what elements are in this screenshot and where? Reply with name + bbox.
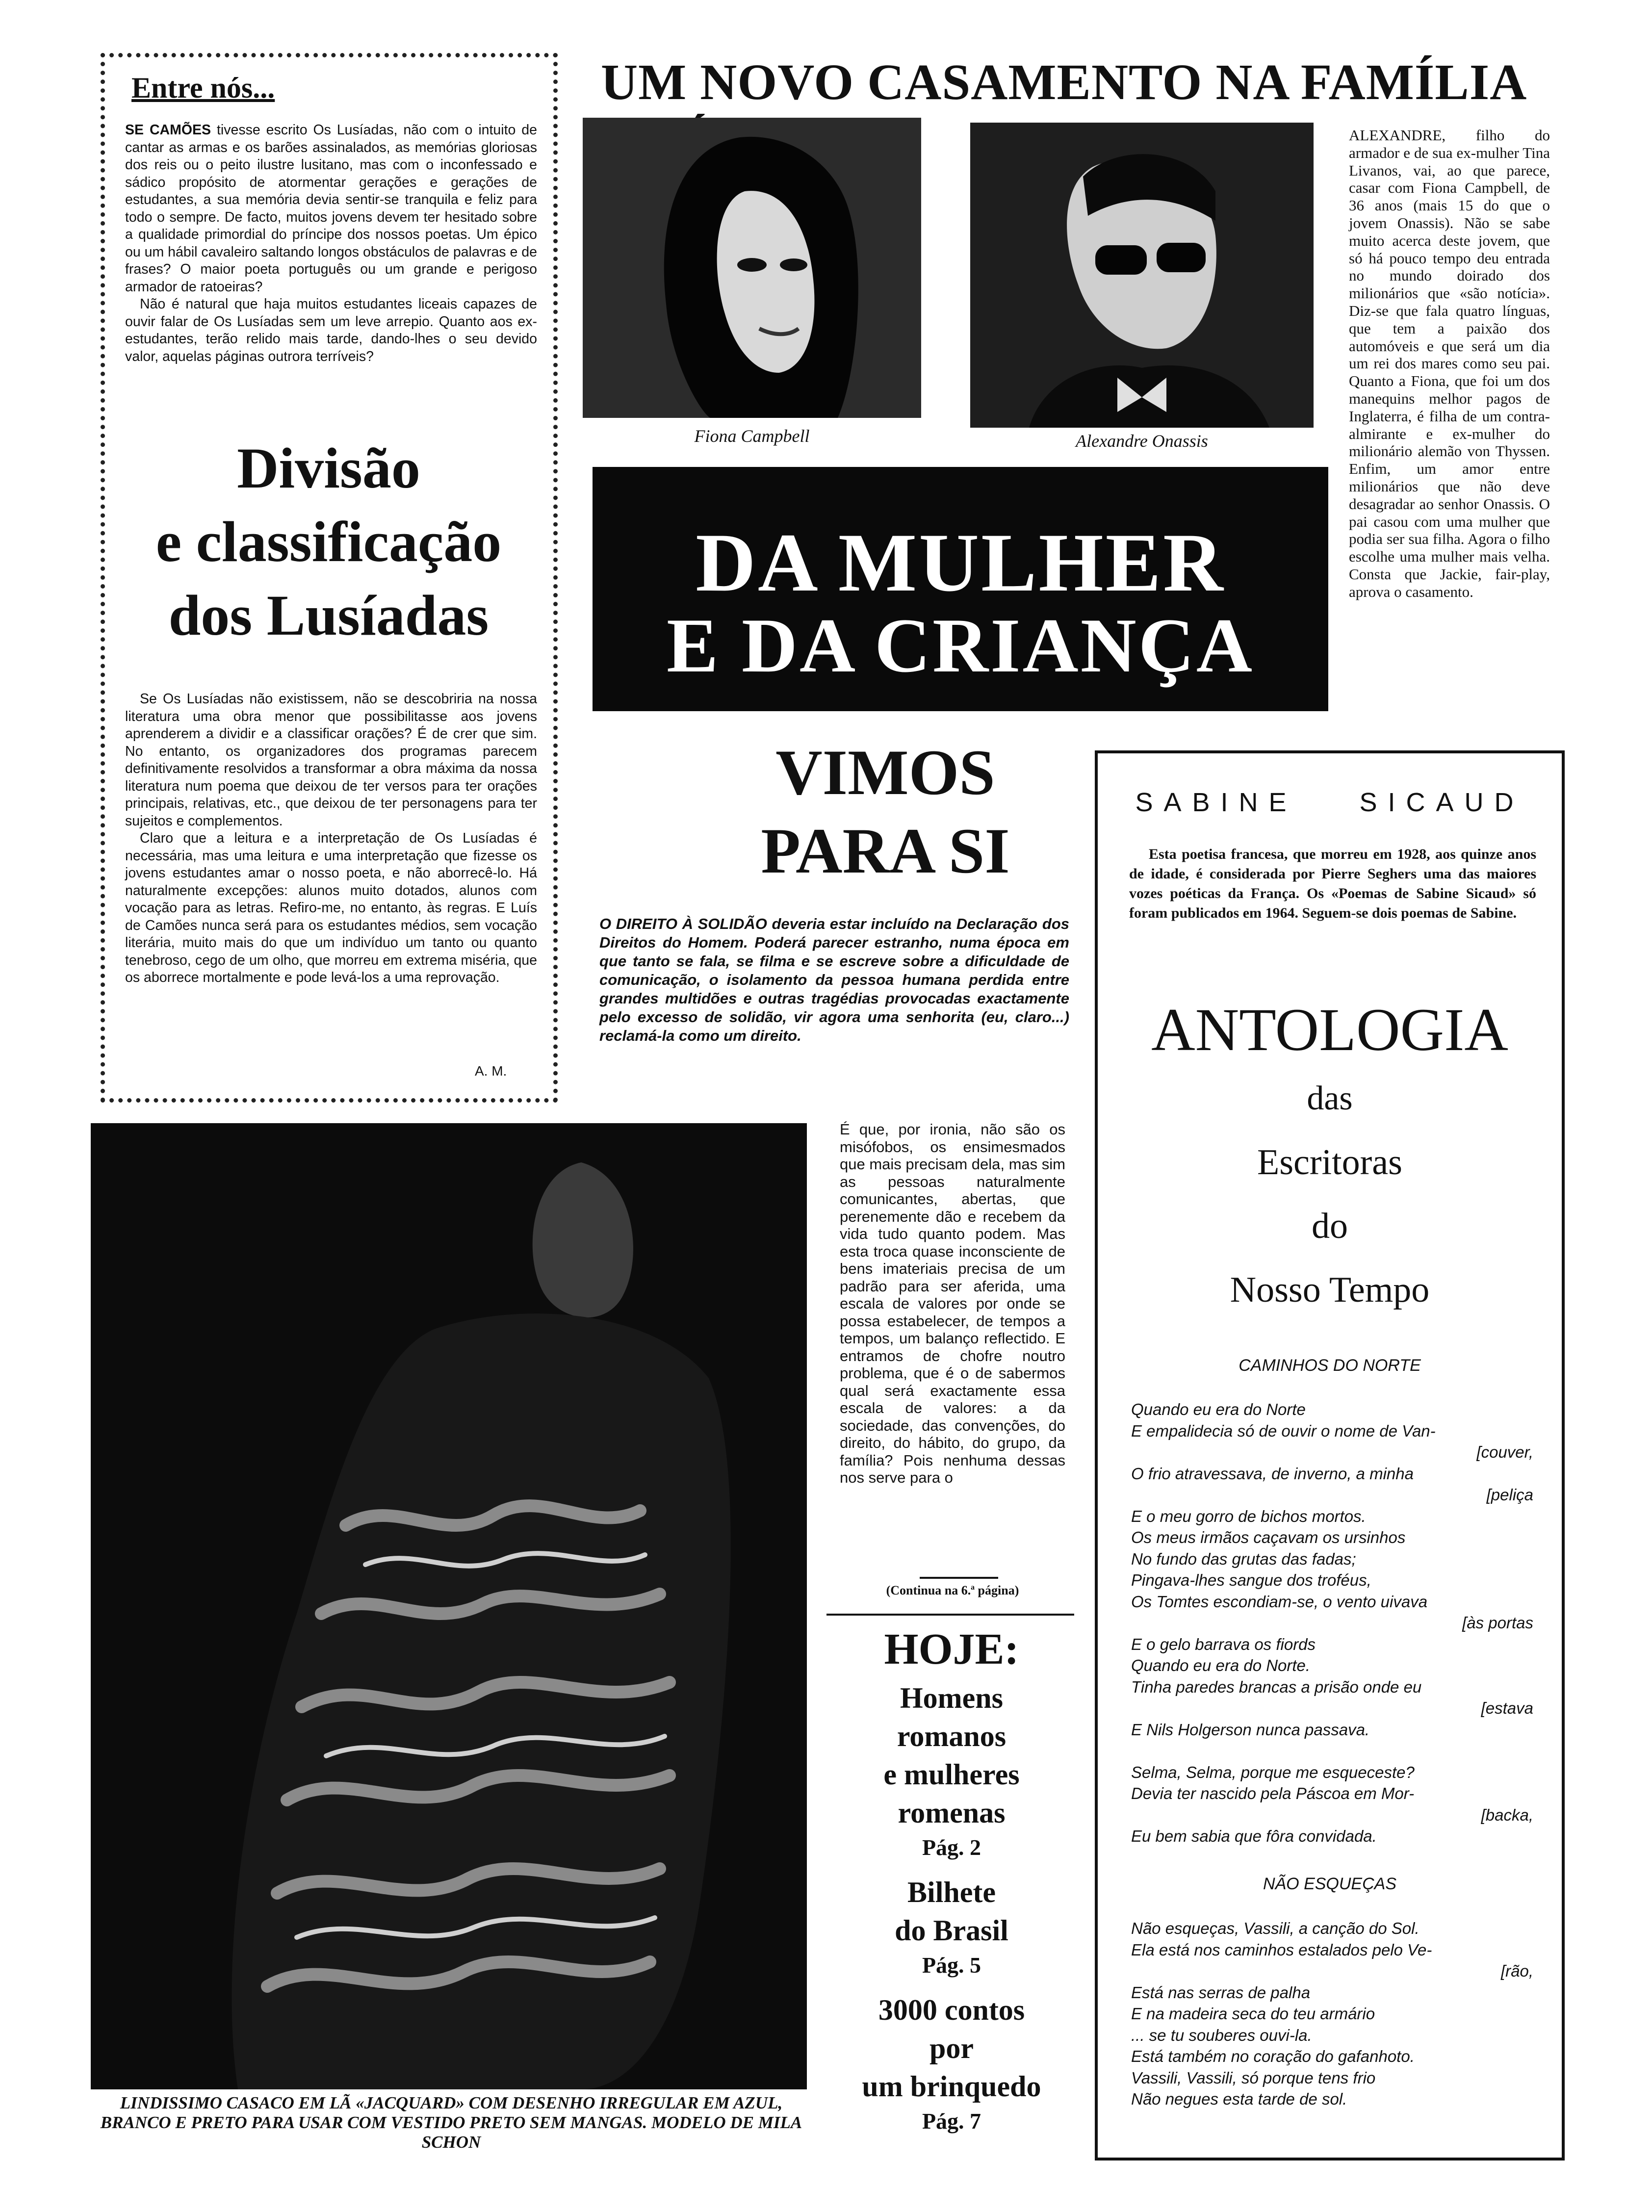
- antologia-l5: Nosso Tempo: [1230, 1270, 1430, 1310]
- poem-line: O frio atravessava, de inverno, a minha: [1131, 1464, 1414, 1483]
- lusiadas-title-l2: e classificação: [155, 510, 502, 574]
- poem1: [1131, 1399, 1533, 1847]
- hoje-item-3-l3: um brinquedo: [862, 2070, 1041, 2103]
- lusiadas-p4: Claro que a leitura e a interpretação de Os Lusíadas é necessária, mas uma leitura e uma interpretação que fizesse os jovens estudantes amar o nosso poeta, e não aborrecê-lo. Há naturalmente excepções: alunos muito dotados, alunos com vocação para as letras. Refiro-me, no entanto, às regras. E Luís de Camões nunca será para os estudantes médios, sem vocação literária, muito mais do que um indivíduo um tanto ou quanto tenebroso, cego de um olho, que morreu em extrema miséria, que os aborrece mortalmente e pode levá-los a uma reprovação.: [125, 830, 537, 985]
- alexandre-portrait: [970, 123, 1314, 428]
- poem-line: Os Tomtes escondiam-se, o vento uivava: [1131, 1592, 1428, 1611]
- vimos-lead: O DIREITO À SOLIDÃO deveria estar incluído na Declaração dos Direitos do Homem. Poderá parecer estranho, numa época em que tanto se fala, se filma e se escreve sobre a dificuldade de comunicação, o isolamento da pessoa humana perdida entre grandes multidões e outras tragédias provocadas exactamente pelo excesso de solidão, vir agora uma senhorita (eu, claro...) reclamá-la como um direito.: [599, 915, 1069, 1044]
- poem-line: E Nils Holgerson nunca passava.: [1131, 1720, 1370, 1739]
- poem-line: No fundo das grutas das fadas;: [1131, 1549, 1356, 1568]
- poem1-title: CAMINHOS DO NORTE: [1239, 1356, 1421, 1375]
- fiona-photo: [583, 118, 921, 418]
- continua-note: (Continua na 6.ª página): [886, 1583, 1019, 1597]
- intro-lead: SE CAMÕES: [125, 122, 211, 138]
- hoje-item-1-l3: e mulheres: [883, 1758, 1020, 1791]
- poem-line: Está também no coração do gafanhoto.: [1131, 2047, 1415, 2065]
- intro-p1: tivesse escrito Os Lusíadas, não com o intuito de cantar as armas e os barões assinalados, as memórias gloriosas dos reis ou o peito ilustre lusitano, mas com o inconfessado e sádico propósito de atormentar gerações e gerações de estudantes, a sua memória devia sentir-se tranquila e feliz para todo o sempre. De facto, muitos jovens devem ter hesitado sobre a qualidade primordial do príncipe dos nossos poetas. Um épico ou um hábil cavaleiro saltando longos obstáculos de palavras e de frases? O maior poeta português ou um grande e perigoso armador de ratoeiras?: [125, 122, 538, 295]
- entre-nos-title: Entre nós...: [131, 72, 275, 104]
- hoje-rule: [826, 1614, 1074, 1616]
- sabine-intro: Esta poetisa francesa, que morreu em 1928, aos quinze anos de idade, é considerada por Pierre Seghers uma das maiores vozes poéticas da França. Os «Poemas de Sabine Sicaud» só foram publicados em 1964. Seguem-se dois poemas de Sabine.: [1129, 846, 1536, 921]
- jacquard-coat-illustration: [91, 1123, 807, 2089]
- vimos-title: [633, 733, 1138, 890]
- hoje-box: [829, 1623, 1074, 2137]
- alexandre-photo: [970, 123, 1314, 428]
- poem-line: [couver,: [1476, 1443, 1533, 1461]
- poem-line: Vassili, Vassili, só porque tens frio: [1131, 2068, 1376, 2087]
- poem-line: Quando eu era do Norte.: [1131, 1656, 1311, 1674]
- signature: A. M.: [475, 1063, 507, 1079]
- fiona-portrait: [583, 118, 921, 418]
- poem2-title: NÃO ESQUEÇAS: [1263, 1875, 1397, 1893]
- hoje-item-1-l4: romenas: [898, 1797, 1006, 1829]
- poem-line: Eu bem sabia que fôra convidada.: [1131, 1827, 1377, 1845]
- fashion-caption: LINDISSIMO CASACO EM LÃ «JACQUARD» COM DESENHO IRREGULAR EM AZUL, BRANCO E PRETO PARA USAR COM VESTIDO PRETO SEM MANGAS. MODELO DE MILA SCHON: [100, 2093, 802, 2152]
- poem-line: E o meu gorro de bichos mortos.: [1131, 1507, 1366, 1525]
- antologia-title: [1095, 993, 1565, 1322]
- poem-line: E empalidecia só de ouvir o nome de Van-: [1131, 1421, 1436, 1440]
- hoje-item-1-l2: romanos: [897, 1720, 1007, 1752]
- entre-nos-intro: [125, 122, 537, 365]
- poem-line: Ela está nos caminhos estalados pelo Ve-: [1131, 1940, 1432, 1959]
- intro-p2: Não é natural que haja muitos estudantes liceais capazes de ouvir falar de Os Lusíadas sem um leve arrepio. Quanto aos ex-estudantes, terão relido mais tarde, dando-lhes o seu devido valor, aquelas páginas outrora terríveis?: [125, 296, 537, 364]
- poem-line: ... se tu souberes ouvi-la.: [1131, 2026, 1312, 2044]
- hoje-item-1-l1: Homens: [900, 1682, 1003, 1714]
- poem-line: Devia ter nascido pela Páscoa em Mor-: [1131, 1784, 1415, 1802]
- poem2: [1131, 1918, 1533, 2110]
- poem-line: Tinha paredes brancas a prisão onde eu: [1131, 1677, 1422, 1696]
- hoje-item-1-page: Pág. 2: [922, 1835, 981, 1860]
- antologia-l3: Escritoras: [1257, 1142, 1402, 1183]
- banner-line1: DA MULHER: [696, 516, 1225, 609]
- vimos-title-l2: PARA SI: [761, 815, 1010, 887]
- hoje-item-2-page: Pág. 5: [922, 1953, 981, 1978]
- poem-line: [às portas: [1462, 1614, 1533, 1632]
- poem-line: Pingava-lhes sangue dos troféus,: [1131, 1571, 1371, 1589]
- hoje-item-3-l2: por: [929, 2032, 974, 2064]
- section-banner: [593, 467, 1328, 711]
- headline: UM NOVO CASAMENTO NA FAMÍLIA: [601, 54, 1524, 110]
- poem-line: Quando eu era do Norte: [1131, 1400, 1306, 1418]
- continua-rule: [920, 1577, 998, 1579]
- poem-line: E na madeira seca do teu armário: [1131, 2005, 1375, 2023]
- antologia-l4: do: [1312, 1206, 1348, 1246]
- lusiadas-p3: Se Os Lusíadas não existissem, não se descobriria na nossa literatura uma obra menor que possibilitasse aos jovens aprenderem a dividir e a classificar orações? É de crer que sim. No entanto, os organizadores dos programas parecem definitivamente resolvidos a transformar a obra máxima da nossa literatura num poema que deixou de ter versos para ter orações principais, relativas, etc., que deixou de ter personagens para ter sujeitos e complementos.: [125, 691, 537, 829]
- fiona-caption: Fiona Campbell: [694, 426, 810, 446]
- fashion-photo: [91, 1123, 807, 2089]
- hoje-item-2-l1: Bilhete: [907, 1876, 996, 1908]
- alexandre-caption: Alexandre Onassis: [1076, 431, 1208, 451]
- vimos-body: É que, por ironia, não são os misófobos, os ensimesmados que mais precisam dela, mas sim as pessoas naturalmente comunicantes, abertas, que perenemente dão e recebem da vida tudo quanto podem. Mas esta troca quase inconsciente de bens imateriais precisa de um padrão para ser aferida, uma escala de valores por onde se possa estabelecer, de tempos a tempos, um balanço reflectido. E entramos de chofre noutro problema, que é o de sabermos qual será exactamente essa escala de valores: a da sociedade, das convenções, do direito, do hábito, do grupo, da família? Pois nenhuma dessas nos serve para o: [840, 1121, 1065, 1486]
- poem-line: [rão,: [1500, 1962, 1533, 1980]
- hoje-item-3-page: Pág. 7: [922, 2109, 981, 2134]
- sabine-name: SABINE SICAUD: [1135, 788, 1524, 817]
- banner-line2: E DA CRIANÇA: [667, 603, 1254, 689]
- poem-line: E o gelo barrava os fiords: [1131, 1635, 1316, 1653]
- antologia-l1: ANTOLOGIA: [1151, 996, 1508, 1063]
- poem-line: Não esqueças, Vassili, a canção do Sol.: [1131, 1919, 1420, 1937]
- lusiadas-title: [110, 432, 547, 652]
- poem-line: [1131, 1740, 1533, 1762]
- lusiadas-title-l1: Divisão: [237, 436, 420, 500]
- lusiadas-title-l3: dos Lusíadas: [168, 583, 489, 647]
- poem-line: Selma, Selma, porque me esqueceste?: [1131, 1763, 1415, 1781]
- poem-line: [backa,: [1481, 1805, 1533, 1824]
- onassis-article: ALEXANDRE, filho do armador e de sua ex-mulher Tina Livanos, vai, ao que parece, casar com Fiona Campbell, de 36 anos (mais 15 do que o jovem Onassis). Não se sabe muito acerca deste jovem, que só há pouco tempo deu entrada no mundo doirado dos milionários que «são notícia». Diz-se que fala quatro línguas, que tem a paixão dos automóveis e que será um dia um rei dos mares como seu pai. Quanto a Fiona, que foi um dos manequins melhor pagos de Inglaterra, é filha de um contra-almirante e ex-mulher do milionário alemão von Thyssen. Enfim, um amor entre milionários que não deve desagradar ao senhor Onassis. O pai casou com uma mulher que podia ser sua filha. Agora o filho escolhe uma mulher mais velha. Consta que Jackie, fair-play, aprova o casamento.: [1349, 127, 1550, 600]
- poem-line: Não negues esta tarde de sol.: [1131, 2090, 1347, 2108]
- poem-line: Os meus irmãos caçavam os ursinhos: [1131, 1528, 1406, 1546]
- poem-line: [peliça: [1486, 1486, 1533, 1504]
- poem-line: [estava: [1481, 1699, 1533, 1717]
- hoje-item-3-l1: 3000 contos: [878, 1994, 1025, 2026]
- lusiadas-body: [125, 691, 537, 987]
- antologia-l2: das: [1307, 1080, 1353, 1117]
- hoje-item-2-l2: do Brasil: [895, 1914, 1008, 1947]
- vimos-title-l1: VIMOS: [775, 736, 995, 808]
- hoje-title: HOJE:: [884, 1625, 1019, 1673]
- poem-line: Está nas serras de palha: [1131, 1983, 1311, 2002]
